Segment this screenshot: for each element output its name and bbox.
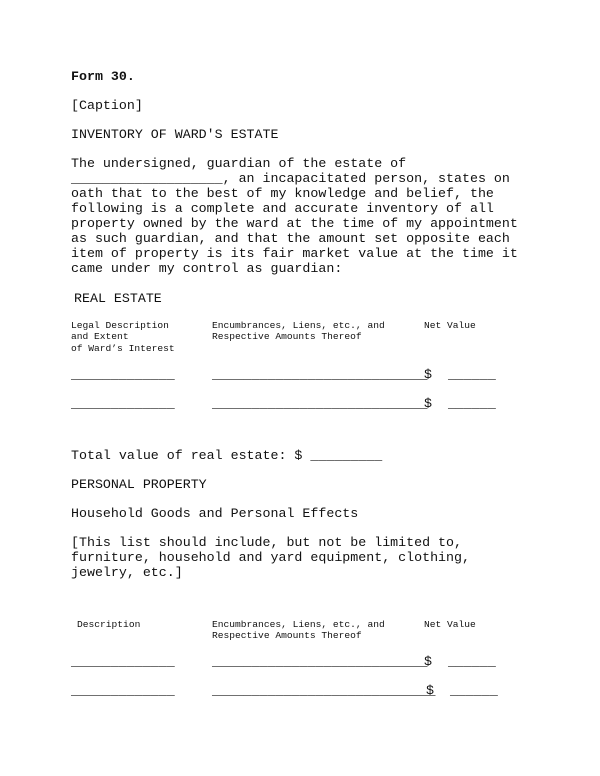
- col-header-net-value: Net Value: [424, 320, 476, 331]
- col-header-legal-description: [71, 320, 175, 354]
- note-line: furniture, household and yard equipment, clothing,: [71, 550, 470, 565]
- encumbrances-blank: ____________________________: [212, 683, 436, 698]
- col-header-net-value: Net Value: [424, 619, 476, 630]
- col-header-description: Description: [77, 619, 141, 630]
- net-value-blank: $ ______: [426, 683, 498, 698]
- col-header-line: Encumbrances, Liens, etc., and: [212, 320, 385, 331]
- col-header-encumbrances: [212, 619, 385, 642]
- col-header-line: and Extent: [71, 331, 129, 343]
- intro-line: following is a complete and accurate inventory of all: [71, 201, 494, 216]
- col-header-line: Legal Description: [71, 320, 169, 331]
- note-line: jewelry, etc.]: [71, 565, 183, 580]
- encumbrances-blank: ___________________________: [212, 396, 428, 411]
- encumbrances-blank: ___________________________: [212, 367, 428, 382]
- document-heading: INVENTORY OF WARD'S ESTATE: [71, 127, 279, 142]
- legal-description-blank: _____________: [71, 367, 175, 382]
- intro-line: property owned by the ward at the time of my appointment: [71, 216, 518, 231]
- col-header-line: of Ward’s Interest: [71, 342, 175, 354]
- intro-line: came under my control as guardian:: [71, 261, 343, 276]
- note-line: [This list should include, but not be limited to,: [71, 535, 462, 550]
- intro-line: oath that to the best of my knowledge and belief, the: [71, 186, 494, 201]
- col-header-line: Respective Amounts Thereof: [212, 630, 362, 642]
- intro-line: as such guardian, and that the amount set opposite each: [71, 231, 510, 246]
- intro-line: The undersigned, guardian of the estate of: [71, 156, 407, 171]
- col-header-encumbrances: [212, 320, 385, 343]
- net-value-blank: $ ______: [424, 654, 496, 669]
- legal-description-blank: _____________: [71, 396, 175, 411]
- encumbrances-blank: ___________________________: [212, 654, 428, 669]
- personal-property-heading: PERSONAL PROPERTY: [71, 477, 207, 492]
- caption-placeholder: [Caption]: [71, 98, 143, 113]
- net-value-blank: $ ______: [424, 367, 496, 382]
- form-title: Form 30.: [71, 69, 135, 84]
- description-blank: _____________: [71, 683, 175, 698]
- net-value-blank: $ ______: [424, 396, 496, 411]
- col-header-line: Respective Amounts Thereof: [212, 331, 362, 343]
- household-goods-subheading: Household Goods and Personal Effects: [71, 506, 359, 521]
- intro-line: item of property is its fair market value at the time it: [71, 246, 518, 261]
- intro-line: ___________________, an incapacitated person, states on: [71, 171, 510, 186]
- description-blank: _____________: [71, 654, 175, 669]
- real-estate-total: Total value of real estate: $ _________: [71, 448, 383, 463]
- real-estate-heading: REAL ESTATE: [74, 291, 162, 306]
- col-header-line: Encumbrances, Liens, etc., and: [212, 619, 385, 630]
